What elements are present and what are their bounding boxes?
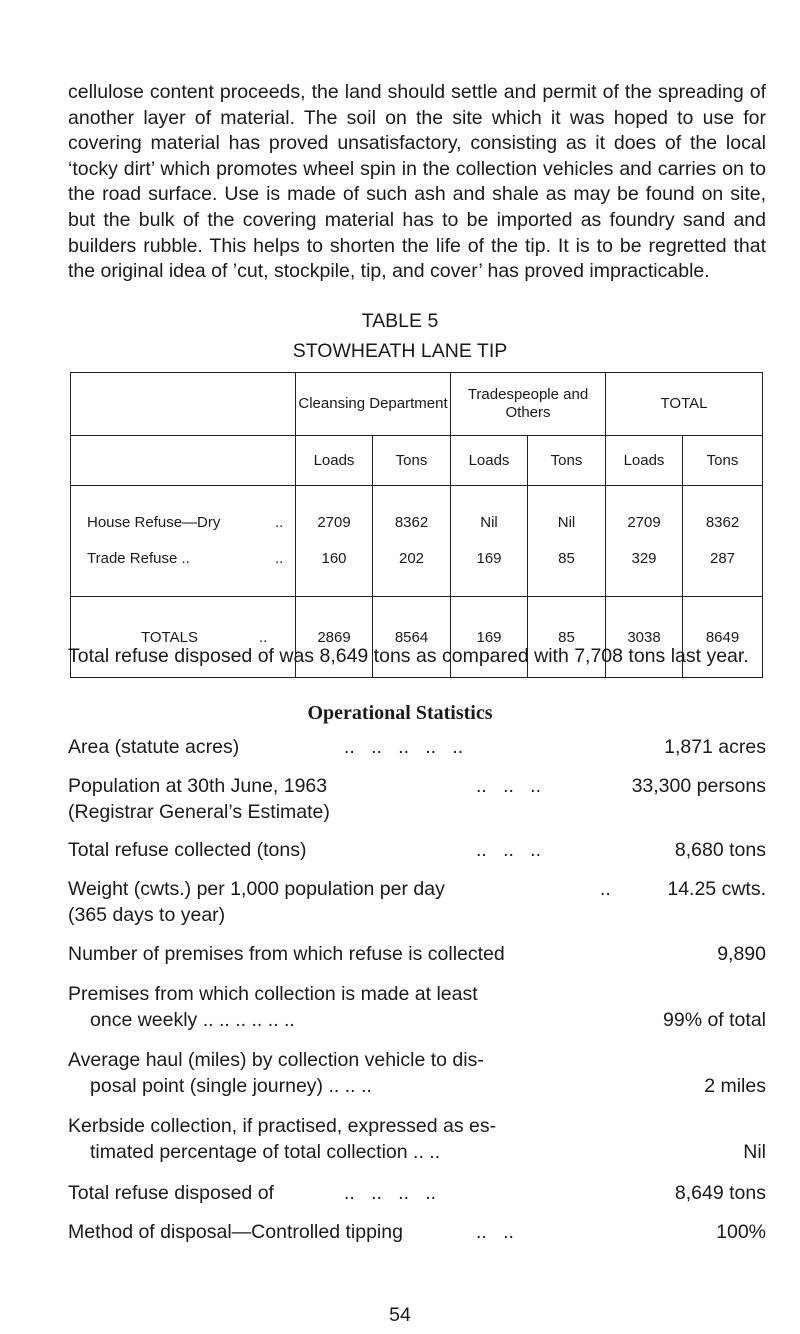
- stat-weekly-premises: Premises from which collection is made at least once weekly .. .. .. .. .. .. 99% of total: [68, 983, 766, 1031]
- col-cleansing-loads: 2709 160: [296, 486, 373, 597]
- col-trades-loads: Nil 169: [451, 486, 528, 597]
- refuse-table: [70, 372, 763, 678]
- stat-kerbside: Kerbside collection, if practised, expressed as es- timated percentage of total collection .. .. Nil: [68, 1115, 766, 1163]
- stat-population: Population at 30th June, 1963 (Registrar General’s Estimate) .. .. .. 33,300 persons: [68, 775, 766, 823]
- stat-refuse-collected: Total refuse collected (tons) .. .. .. 8,680 tons: [68, 839, 766, 861]
- page-number: 54: [389, 1304, 411, 1326]
- subheader-loads: Loads: [296, 436, 373, 486]
- stat-average-haul: Average haul (miles) by collection vehicle to dis- posal point (single journey) .. .. .. 2 miles: [68, 1049, 766, 1097]
- table-body-rows: [71, 486, 763, 597]
- subheader-tons: Tons: [528, 436, 606, 486]
- subheader-tons: Tons: [373, 436, 451, 486]
- totals-trades-loads: 169: [451, 597, 528, 678]
- totals-cleansing-tons: 8564: [373, 597, 451, 678]
- subheader-blank: [71, 436, 296, 486]
- table-header-row: [71, 373, 763, 436]
- header-blank: [71, 373, 296, 436]
- stats-heading: Operational Statistics: [307, 702, 493, 724]
- row-label-house-refuse: House Refuse—Dry ..: [87, 514, 284, 531]
- subheader-loads: Loads: [606, 436, 683, 486]
- row-labels: [71, 486, 296, 597]
- subheader-loads: Loads: [451, 436, 528, 486]
- totals-label: TOTALS ..: [71, 597, 296, 678]
- header-tradespeople: Tradespeople and Others: [451, 373, 606, 436]
- stat-premises-collected: Number of premises from which refuse is collected 9,890: [68, 943, 766, 965]
- totals-total-tons: 8649: [683, 597, 763, 678]
- col-trades-tons: Nil 85: [528, 486, 606, 597]
- stat-weight-per-population: Weight (cwts.) per 1,000 population per day (365 days to year) .. 14.25 cwts.: [68, 878, 766, 926]
- stat-refuse-disposed: Total refuse disposed of .. .. .. .. 8,649 tons: [68, 1182, 766, 1204]
- intro-paragraph: cellulose content proceeds, the land should settle and permit of the spreading of another layer of material. The soil on the site which it was hoped to use for covering material has proved unsatisfactory, consisting as it does of the local ‘tocky dirt’ which promotes wheel spin in the collection vehicles and carries on to the road surface. Use is made of such ash and shale as may be found on site, but the bulk of the covering material has to be imported as foundry sand and builders rubble. This helps to shorten the life of the tip. It is to be regretted that the original idea of ’cut, stockpile, tip, and cover’ has proved impracticable.: [68, 81, 766, 283]
- header-total: TOTAL: [606, 373, 763, 436]
- table-subheader-row: [71, 436, 763, 486]
- totals-total-loads: 3038: [606, 597, 683, 678]
- header-cleansing: Cleansing Department: [296, 373, 451, 436]
- col-total-tons: 8362 287: [683, 486, 763, 597]
- stat-area: Area (statute acres) .. .. .. .. .. 1,871 acres: [68, 736, 766, 758]
- stat-disposal-method: Method of disposal—Controlled tipping .. .. 100%: [68, 1221, 766, 1243]
- subheader-tons: Tons: [683, 436, 763, 486]
- table-title: TABLE 5: [361, 310, 439, 332]
- table-subtitle: STOWHEATH LANE TIP: [292, 340, 508, 362]
- totals-cleansing-loads: 2869: [296, 597, 373, 678]
- summary-line: Total refuse disposed of was 8,649 tons as compared with 7,708 tons last year.: [68, 645, 749, 667]
- totals-trades-tons: 85: [528, 597, 606, 678]
- row-label-trade-refuse: Trade Refuse .. ..: [87, 550, 284, 567]
- col-cleansing-tons: 8362 202: [373, 486, 451, 597]
- col-total-loads: 2709 329: [606, 486, 683, 597]
